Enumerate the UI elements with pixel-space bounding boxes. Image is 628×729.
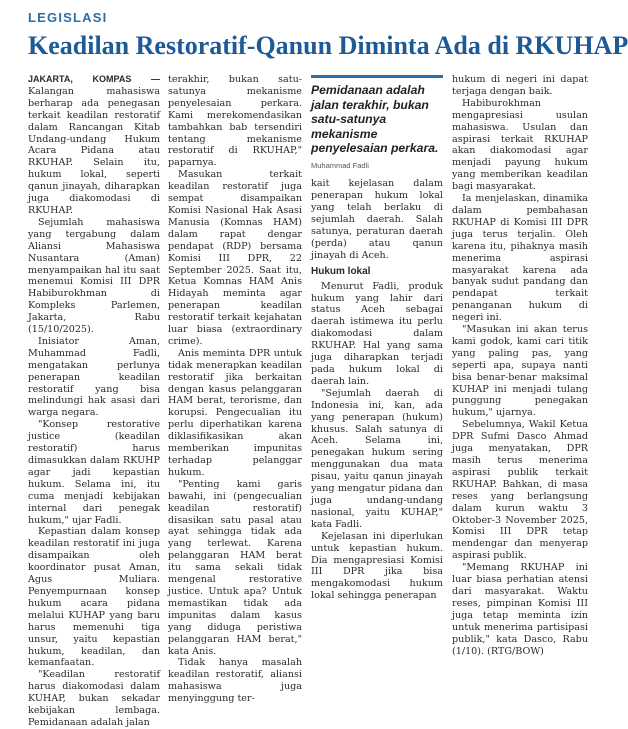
pullquote-rule — [311, 75, 443, 78]
subheading: Hukum lokal — [311, 265, 371, 277]
paragraph: Anis meminta DPR untuk tidak menerapkan keadilan restoratif jika berkaitan dengan kasus pelanggaran HAM berat, terorisme, dan korupsi. Pengecualian itu perlu diperhatikan karena diklasifikasikan akan memberikan impunitas terhadap pelanggar hukum. — [168, 347, 302, 478]
paragraph: hukum di negeri ini dapat terjaga dengan baik. — [452, 74, 588, 97]
section-rubric: LEGISLASI — [28, 10, 108, 25]
paragraph: "Sejumlah daerah di Indonesia ini, kan, ada yang penerapan (hukum) khusus. Salah satunya di Aceh. Selama ini, penegakan hukum sering menggunakan dua mata pisau, yaitu qanun jinayah yang mengatur pidana dan juga undang-undang nasional, yaitu KUHAP," kata Fadli. — [311, 387, 443, 530]
article-column-2 — [168, 74, 302, 705]
paragraph: Sejumlah mahasiswa yang tergabung dalam Aliansi Mahasiswa Nusantara (Aman) menyampaikan hal itu saat menemui Komisi III DPR Habiburokhman di Kompleks Parlemen, Jakarta, Rabu (15/10/2025). — [28, 216, 160, 336]
article-column-4 — [452, 74, 588, 657]
paragraph: Kejelasan ini diperlukan untuk kepastian hukum. Dia mengapresiasi Komisi III DPR jika bisa mengakomodasi hukum lokal sehingga penerapan — [311, 530, 443, 602]
paragraph: Inisiator Aman, Muhammad Fadli, mengatakan perlunya penerapan keadilan restoratif yang bisa melindungi hak asasi dari warga negara. — [28, 335, 160, 419]
article-column-1 — [28, 74, 160, 728]
dateline: JAKARTA, KOMPAS — — [28, 74, 160, 84]
paragraph: "Keadilan restoratif harus diakomodasi dalam KUHAP, bukan sekadar kebijakan lembaga. Pemidanaan adalah jalan — [28, 669, 160, 728]
paragraph: "Konsep restorative justice (keadilan restoratif) harus dimasukkan dalam RKUHP agar jadi kepastian hukum. Selama ini, itu cuma menjadi kebijakan internal dari penegak hukum," ujar Fadli. — [28, 419, 160, 526]
paragraph: "Penting kami garis bawahi, ini (pengecualian keadilan restoratif) disasikan satu pasal atau ayat sehingga tidak ada yang terlewat. Karena pelanggaran HAM berat itu sama sekali tidak mengenal restorative justice. Untuk apa? Untuk memastikan tidak ada impunitas dalam kasus yang diduga peristiwa pelanggaran HAM berat," kata Anis. — [168, 478, 302, 657]
article-column-3 — [311, 75, 443, 602]
paragraph: Habiburokhman mengapresiasi usulan mahasiswa. Usulan dan aspirasi terkait RKUHAP akan diakomodasi agar menjadi payung hukum yang memberikan keadilan bagi masyarakat. — [452, 97, 588, 193]
paragraph: "Memang RKUHAP ini luar biasa perhatian atensi dari masyarakat. Waktu reses, pimpinan Komisi III juga tetap meminta izin untuk menerima partisipasi publik," kata Dasco, Rabu (1/10). (RTG/BOW) — [452, 562, 588, 657]
paragraph: "Masukan ini akan terus kami godok, kami cari titik yang paling pas, yang seperti apa, supaya nanti bisa benar-benar maksimal KUHAP ini menjadi tulang punggung penegakan hukum," ujarnya. — [452, 324, 588, 419]
article-headline: Keadilan Restoratif-Qanun Diminta Ada di RKUHAP — [28, 31, 628, 60]
paragraph: Menurut Fadli, produk hukum yang lahir dari status Aceh sebagai daerah istimewa itu perlu diakomodasi dalam RKUHAP. Hal yang sama juga diharapkan terjadi pada hukum lokal di daerah lain. — [311, 280, 443, 387]
paragraph: Kepastian dalam konsep keadilan restoratif ini juga disampaikan oleh koordinator pusat Aman, Agus Muliara. Penyempurnaan konsep hukum acara pidana melalui KUHAP yang baru harus memenuhi tiga unsur, yaitu kepastian hukum, keadilan, dan kemanfaatan. — [28, 526, 160, 669]
pull-quote: Pemidanaan adalah jalan terakhir, bukan satu-satunya mekanisme penyelesaian perkara. — [311, 83, 439, 155]
paragraph: Sebelumnya, Wakil Ketua DPR Sufmi Dasco Ahmad juga menyatakan, DPR masih terus menerima aspirasi publik terkait RKUHAP. Bahkan, di masa reses yang berlangsung dalam kurun waktu 3 Oktober-3 November 2025, Komisi III DPR tetap mendengar dan menyerap aspirasi publik. — [452, 419, 588, 562]
paragraph: Masukan terkait keadilan restoratif juga sempat disampaikan Komisi Nasional Hak Asasi Manusia (Komnas HAM) dalam rapat dengar pendapat (RDP) bersama Komisi III DPR, 22 September 2025. Saat itu, Ketua Komnas HAM Anis Hidayah meminta agar penerapan keadilan restoratif terkait kejahatan luar biasa (extraordinary crime). — [168, 169, 302, 347]
paragraph: Ia menjelaskan, dinamika dalam pembahasan RKUHAP di Komisi III DPR juga terus terjalin. Oleh karena itu, pihaknya masih menerima aspirasi masyarakat karena ada banyak sudut pandang dan pendapat terkait penanganan hukum di negeri ini. — [452, 193, 588, 324]
paragraph: kait kejelasan dalam penerapan hukum lokal yang telah berlaku di sejumlah daerah. Salah satunya, peraturan daerah (perda) atau qanun jinayah di Aceh. — [311, 178, 443, 261]
pull-quote-attribution: Muhammad Fadli — [311, 160, 369, 170]
paragraph: terakhir, bukan satu-satunya mekanisme penyelesaian perkara. Kami merekomendasikan tambahkan bab tersendiri tentang mekanisme restoratif di RKUHAP," paparnya. — [168, 74, 302, 169]
lead-paragraph — [28, 74, 160, 217]
paragraph-text: Kalangan mahasiswa berharap ada penegasan terkait keadilan restoratif dalam Rancangan Kitab Undang-undang Hukum Acara Pidana atau RKUHAP. Selain itu, hukum lokal, seperti qanun jinayah, diharapkan juga diakomodasi di RKUHAP. — [28, 85, 160, 216]
paragraph: Tidak hanya masalah keadilan restoratif, aliansi mahasiswa juga menyinggung ter- — [168, 657, 302, 705]
